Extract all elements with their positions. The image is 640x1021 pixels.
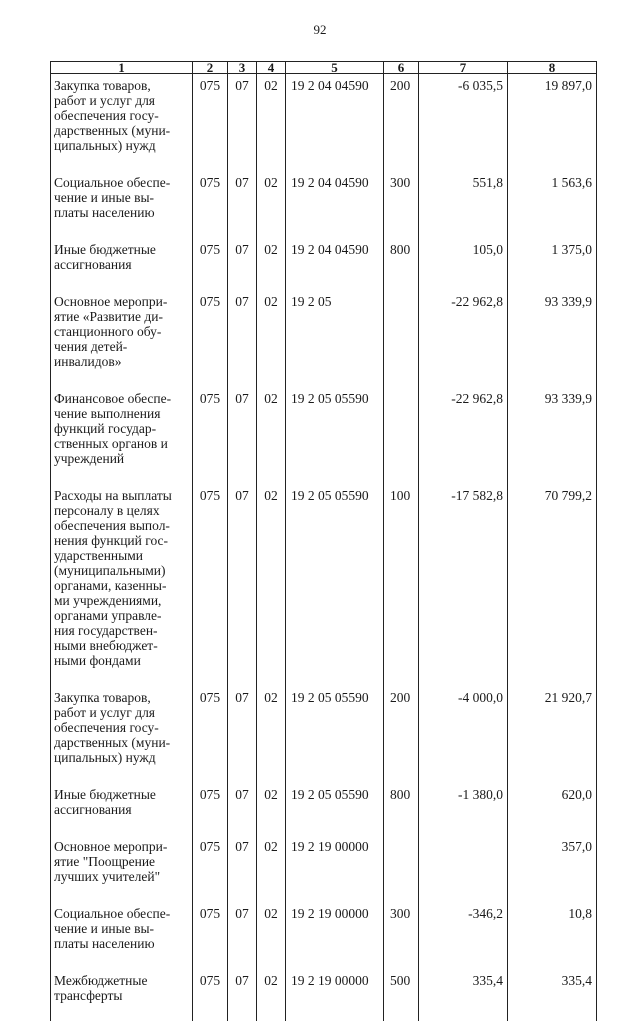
- section-code: 07: [228, 387, 257, 484]
- total-amount: 93 339,9: [508, 290, 597, 387]
- section-code: 07: [228, 835, 257, 902]
- column-header: 7: [419, 62, 508, 74]
- table-row: [51, 835, 597, 902]
- table-row: [51, 783, 597, 835]
- admin-code: 075: [193, 74, 228, 172]
- expense-type-code: [384, 835, 419, 902]
- column-header: 8: [508, 62, 597, 74]
- expense-name-line: персоналу в целях: [54, 503, 160, 518]
- subsection-code: 02: [257, 238, 286, 290]
- target-article-code: 19 2 19 00000: [286, 902, 384, 969]
- section-code: 07: [228, 902, 257, 969]
- expense-name: [51, 171, 193, 238]
- expense-name: [51, 387, 193, 484]
- table-row: [51, 171, 597, 238]
- expense-name-line: ятие "Поощрение: [54, 854, 156, 869]
- expense-name-line: ассигнования: [54, 257, 132, 272]
- change-amount: -1 380,0: [419, 783, 508, 835]
- expense-name-line: ми учреждениями,: [54, 593, 162, 608]
- target-article-code: 19 2 19 00000: [286, 835, 384, 902]
- expense-type-code: [384, 290, 419, 387]
- total-amount: 70 799,2: [508, 484, 597, 686]
- page-number: 92: [313, 22, 327, 37]
- total-amount: 1 563,6: [508, 171, 597, 238]
- target-article-code: 19 2 05 05590: [286, 686, 384, 783]
- expense-name-line: (муниципальными): [54, 563, 166, 578]
- expense-name-line: Социальное обеспе-: [54, 906, 171, 921]
- change-amount: -346,2: [419, 902, 508, 969]
- expense-name-line: чения детей-: [54, 339, 128, 354]
- expense-name-line: лучших учителей": [54, 869, 161, 884]
- expense-type-code: 200: [384, 686, 419, 783]
- admin-code: 075: [193, 238, 228, 290]
- total-amount: 335,4: [508, 969, 597, 1021]
- change-amount: -4 000,0: [419, 686, 508, 783]
- expense-name-line: станционного обу-: [54, 324, 162, 339]
- expense-name: [51, 686, 193, 783]
- expense-name-line: органами, казенны-: [54, 578, 167, 593]
- expense-name-line: ятие «Развитие ди-: [54, 309, 163, 324]
- subsection-code: 02: [257, 74, 286, 172]
- table-row: [51, 902, 597, 969]
- expense-name-line: Иные бюджетные: [54, 787, 156, 802]
- admin-code: 075: [193, 783, 228, 835]
- admin-code: 075: [193, 387, 228, 484]
- column-header: 6: [384, 62, 419, 74]
- column-header: 3: [228, 62, 257, 74]
- target-article-code: 19 2 05: [286, 290, 384, 387]
- expense-name-line: ассигнования: [54, 802, 132, 817]
- total-amount: 21 920,7: [508, 686, 597, 783]
- target-article-code: 19 2 04 04590: [286, 171, 384, 238]
- expense-name-line: ударственными: [54, 548, 143, 563]
- expense-name-line: чение и иные вы-: [54, 921, 155, 936]
- target-article-code: 19 2 05 05590: [286, 484, 384, 686]
- expense-name-line: Финансовое обеспе-: [54, 391, 172, 406]
- total-amount: 10,8: [508, 902, 597, 969]
- header-row: [51, 62, 597, 74]
- admin-code: 075: [193, 969, 228, 1021]
- target-article-code: 19 2 19 00000: [286, 969, 384, 1021]
- expense-name-line: платы населению: [54, 205, 155, 220]
- subsection-code: 02: [257, 686, 286, 783]
- target-article-code: 19 2 04 04590: [286, 238, 384, 290]
- subsection-code: 02: [257, 484, 286, 686]
- expense-type-code: 300: [384, 171, 419, 238]
- expense-name-line: Основное меропри-: [54, 294, 168, 309]
- subsection-code: 02: [257, 387, 286, 484]
- change-amount: 105,0: [419, 238, 508, 290]
- admin-code: 075: [193, 902, 228, 969]
- expense-name: [51, 969, 193, 1021]
- expense-name-line: Межбюджетные: [54, 973, 148, 988]
- table-row: [51, 969, 597, 1021]
- expense-name: [51, 783, 193, 835]
- expense-name: [51, 238, 193, 290]
- expense-name-line: учреждений: [54, 451, 125, 466]
- expense-name-line: работ и услуг для: [54, 93, 156, 108]
- expense-name-line: инвалидов»: [54, 354, 122, 369]
- admin-code: 075: [193, 686, 228, 783]
- table-row: [51, 686, 597, 783]
- expense-name-line: Иные бюджетные: [54, 242, 156, 257]
- total-amount: 1 375,0: [508, 238, 597, 290]
- subsection-code: 02: [257, 290, 286, 387]
- table-row: [51, 238, 597, 290]
- table-row: [51, 484, 597, 686]
- expense-name-line: ными внебюджет-: [54, 638, 158, 653]
- column-header: 5: [286, 62, 384, 74]
- total-amount: 620,0: [508, 783, 597, 835]
- change-amount: -22 962,8: [419, 387, 508, 484]
- expense-name-line: работ и услуг для: [54, 705, 156, 720]
- target-article-code: 19 2 05 05590: [286, 783, 384, 835]
- target-article-code: 19 2 05 05590: [286, 387, 384, 484]
- change-amount: -22 962,8: [419, 290, 508, 387]
- expense-type-code: 800: [384, 238, 419, 290]
- expense-name: [51, 74, 193, 172]
- target-article-code: 19 2 04 04590: [286, 74, 384, 172]
- expense-name-line: дарственных (муни-: [54, 123, 171, 138]
- expense-name-line: дарственных (муни-: [54, 735, 171, 750]
- expense-name: [51, 290, 193, 387]
- expense-name-line: функций государ-: [54, 421, 157, 436]
- total-amount: 19 897,0: [508, 74, 597, 172]
- expense-name-line: обеспечения выпол-: [54, 518, 170, 533]
- section-code: 07: [228, 74, 257, 172]
- admin-code: 075: [193, 835, 228, 902]
- expense-name-line: обеспечения госу-: [54, 108, 159, 123]
- change-amount: [419, 835, 508, 902]
- admin-code: 075: [193, 171, 228, 238]
- table-row: [51, 387, 597, 484]
- section-code: 07: [228, 238, 257, 290]
- expense-type-code: [384, 387, 419, 484]
- expense-name-line: трансферты: [54, 988, 123, 1003]
- subsection-code: 02: [257, 902, 286, 969]
- expense-name-line: платы населению: [54, 936, 155, 951]
- expense-name-line: ственных органов и: [54, 436, 168, 451]
- section-code: 07: [228, 969, 257, 1021]
- expense-name-line: Основное меропри-: [54, 839, 168, 854]
- expense-name-line: Закупка товаров,: [54, 78, 151, 93]
- expense-name-line: Закупка товаров,: [54, 690, 151, 705]
- subsection-code: 02: [257, 969, 286, 1021]
- expense-name: [51, 835, 193, 902]
- column-header: 1: [51, 62, 193, 74]
- expense-type-code: 300: [384, 902, 419, 969]
- budget-table: [50, 61, 597, 1021]
- expense-name-line: ными фондами: [54, 653, 141, 668]
- expense-type-code: 800: [384, 783, 419, 835]
- expense-name-line: нения функций гос-: [54, 533, 169, 548]
- expense-name: [51, 484, 193, 686]
- admin-code: 075: [193, 484, 228, 686]
- column-header: 4: [257, 62, 286, 74]
- expense-type-code: 200: [384, 74, 419, 172]
- expense-name-line: Социальное обеспе-: [54, 175, 171, 190]
- expense-name-line: Расходы на выплаты: [54, 488, 172, 503]
- total-amount: 357,0: [508, 835, 597, 902]
- section-code: 07: [228, 290, 257, 387]
- section-code: 07: [228, 783, 257, 835]
- admin-code: 075: [193, 290, 228, 387]
- expense-type-code: 100: [384, 484, 419, 686]
- change-amount: 335,4: [419, 969, 508, 1021]
- subsection-code: 02: [257, 783, 286, 835]
- subsection-code: 02: [257, 835, 286, 902]
- expense-type-code: 500: [384, 969, 419, 1021]
- expense-name: [51, 902, 193, 969]
- expense-name-line: чение выполнения: [54, 406, 161, 421]
- column-header: 2: [193, 62, 228, 74]
- change-amount: 551,8: [419, 171, 508, 238]
- section-code: 07: [228, 686, 257, 783]
- expense-name-line: обеспечения госу-: [54, 720, 159, 735]
- table-row: [51, 74, 597, 172]
- table-row: [51, 290, 597, 387]
- section-code: 07: [228, 484, 257, 686]
- total-amount: 93 339,9: [508, 387, 597, 484]
- change-amount: -17 582,8: [419, 484, 508, 686]
- expense-name-line: ципальных) нужд: [54, 138, 156, 153]
- section-code: 07: [228, 171, 257, 238]
- expense-name-line: органами управле-: [54, 608, 162, 623]
- expense-name-line: ципальных) нужд: [54, 750, 156, 765]
- expense-name-line: чение и иные вы-: [54, 190, 155, 205]
- change-amount: -6 035,5: [419, 74, 508, 172]
- subsection-code: 02: [257, 171, 286, 238]
- expense-name-line: ния государствен-: [54, 623, 158, 638]
